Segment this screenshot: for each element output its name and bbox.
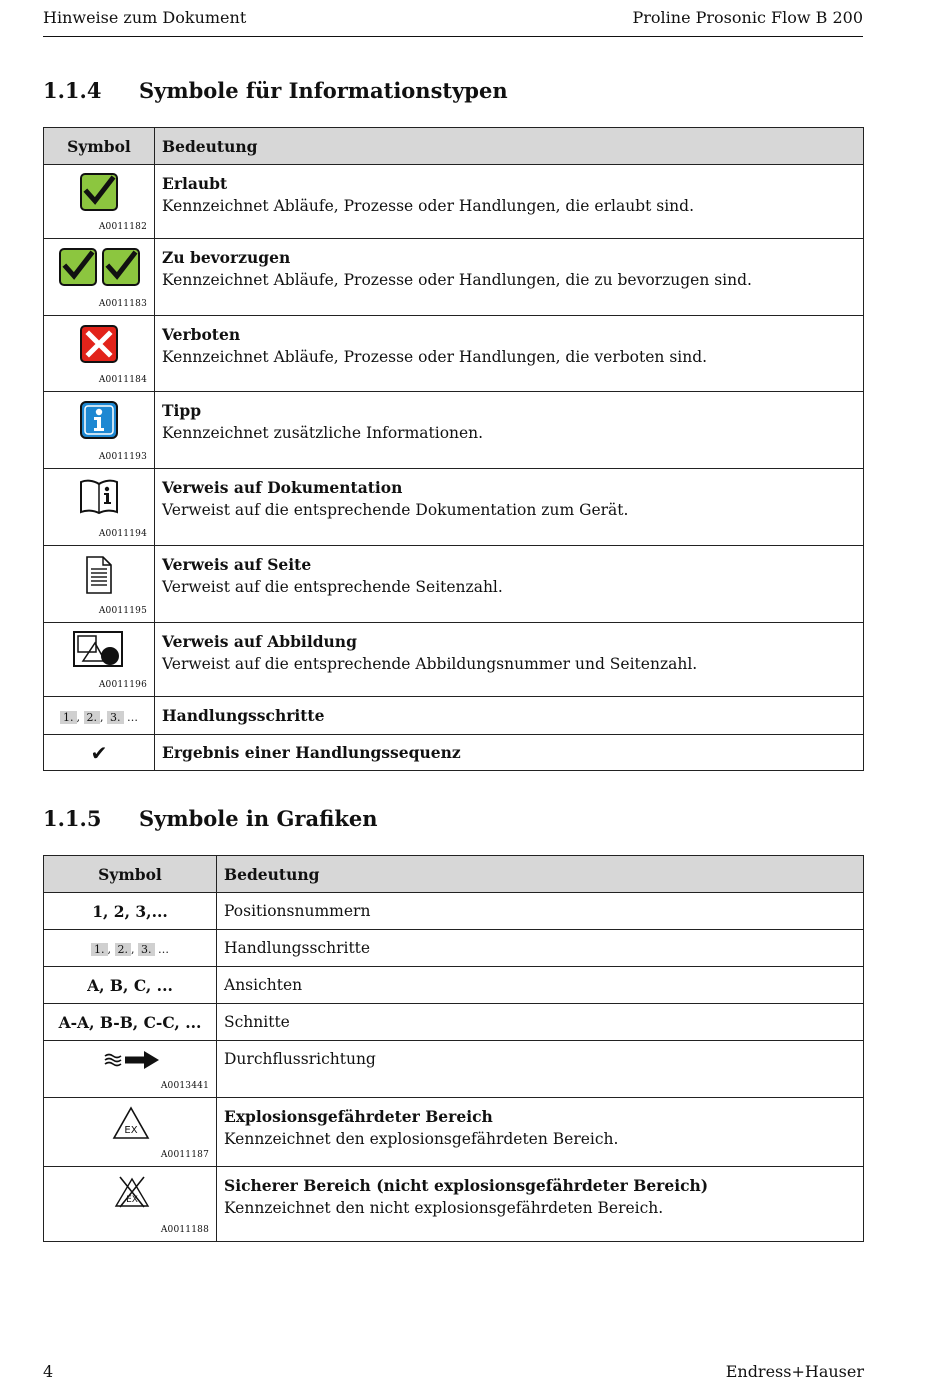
table-row [44,1041,864,1098]
symbol-cell [44,1041,217,1098]
row-text: Kennzeichnet zusätzliche Informationen. [162,424,484,442]
table-row [44,546,864,623]
ex-triangle-icon [112,1106,150,1140]
figure-code: A0011187 [160,1150,209,1160]
table-row [44,967,864,1004]
col-header-meaning: Bedeutung [217,856,864,893]
figure-code: A0011183 [98,299,147,309]
section-heading: Symbole in Grafiken [139,806,378,831]
flow-direction-icon [104,1049,160,1071]
section-number: 1.1.4 [43,78,102,103]
book-info-icon [79,479,119,515]
meaning-cell [155,316,864,392]
symbol-cell: A-A, B-B, C-C, ... [44,1004,217,1041]
table-row [44,1167,864,1242]
table-row [44,623,864,697]
table-header-row [44,856,864,893]
row-text: Kennzeichnet den explosionsgefährdeten Bereich. [224,1130,619,1148]
graphic-symbols-table [43,855,864,1242]
row-title: Verweis auf Abbildung [162,632,357,651]
svg-text:EX: EX [124,1125,138,1136]
col-header-symbol: Symbol [44,856,217,893]
row-text: Handlungsschritte [217,930,864,967]
col-header-meaning: Bedeutung [155,128,864,165]
row-text: Kennzeichnet Abläufe, Prozesse oder Handlungen, die zu bevorzugen sind. [162,271,752,289]
symbol-cell [44,392,155,469]
symbol-cell [44,1167,217,1242]
info-symbols-table [43,127,864,771]
row-title: Verboten [162,325,241,344]
row-title: Zu bevorzugen [162,248,291,267]
row-text: Kennzeichnet Abläufe, Prozesse oder Handlungen, die verboten sind. [162,348,708,366]
figure-icon [73,631,125,669]
row-text: Ansichten [217,967,864,1004]
table-row [44,316,864,392]
ex-crossed-icon [114,1175,150,1209]
row-title: Erlaubt [162,174,228,193]
figure-code: A0011182 [98,222,147,232]
meaning-cell [155,469,864,546]
page-number: 4 [43,1362,54,1381]
result-check-icon: ✔ [44,735,155,771]
row-text: Durchflussrichtung [217,1041,864,1098]
row-title: Verweis auf Seite [162,555,312,574]
table-header-row [44,128,864,165]
meaning-cell [217,1098,864,1167]
meaning-cell [155,392,864,469]
symbol-cell: A, B, C, ... [44,967,217,1004]
row-title: Ergebnis einer Handlungssequenz [155,735,864,771]
symbol-cell [44,1098,217,1167]
figure-code: A0011184 [98,375,147,385]
footer-brand: Endress+Hauser [725,1362,864,1381]
meaning-cell [155,239,864,316]
row-title: Tipp [162,401,202,420]
section-heading: Symbole für Informationstypen [139,78,508,103]
row-text: Verweist auf die entsprechende Abbildungsnummer und Seitenzahl. [162,655,698,673]
table-row [44,165,864,239]
table-row [44,1098,864,1167]
row-title: Verweis auf Dokumentation [162,478,403,497]
header-product: Proline Prosonic Flow B 200 [632,8,863,27]
section-title-graphic-symbols [43,806,378,831]
double-check-icon [59,248,140,286]
figure-code: A0011194 [98,529,147,539]
meaning-cell [155,546,864,623]
page-icon [85,556,113,594]
table-row [44,893,864,930]
steps-symbol: 1. , 2. , 3. … [60,711,138,724]
row-title: Explosionsgefährdeter Bereich [224,1107,493,1126]
symbol-cell [44,469,155,546]
symbol-cell [44,316,155,392]
table-row [44,735,864,771]
figure-code: A0013441 [160,1081,209,1091]
symbol-cell: 1, 2, 3,... [44,893,217,930]
row-title: Sicherer Bereich (nicht explosionsgefährdeter Bereich) [224,1176,709,1195]
meaning-cell [155,165,864,239]
table-row [44,1004,864,1041]
figure-code: A0011188 [160,1225,209,1235]
page-header [43,6,863,37]
figure-code: A0011196 [98,680,147,690]
symbol-cell [44,239,155,316]
symbol-cell [44,930,217,967]
row-text: Verweist auf die entsprechende Dokumentation zum Gerät. [162,501,629,519]
section-title-info-types [43,78,508,103]
col-header-symbol: Symbol [44,128,155,165]
symbol-cell [44,165,155,239]
table-row [44,239,864,316]
table-row [44,392,864,469]
meaning-cell [155,623,864,697]
table-row [44,469,864,546]
symbol-cell [44,623,155,697]
row-text: Kennzeichnet den nicht explosionsgefährdeten Bereich. [224,1199,664,1217]
info-icon [80,401,118,439]
header-chapter: Hinweise zum Dokument [43,8,247,27]
cross-icon [80,325,118,363]
meaning-cell [217,1167,864,1242]
table-row [44,697,864,735]
steps-symbol: 1. , 2. , 3. … [91,943,169,956]
row-text: Schnitte [217,1004,864,1041]
figure-code: A0011193 [98,452,147,462]
symbol-cell [44,546,155,623]
section-number: 1.1.5 [43,806,102,831]
row-text: Verweist auf die entsprechende Seitenzahl. [162,578,503,596]
symbol-cell [44,697,155,735]
row-title: Handlungsschritte [155,697,864,735]
figure-code: A0011195 [98,606,147,616]
table-row [44,930,864,967]
check-icon [80,173,118,211]
svg-text:EX: EX [126,1195,138,1205]
row-text: Kennzeichnet Abläufe, Prozesse oder Handlungen, die erlaubt sind. [162,197,694,215]
row-text: Positionsnummern [217,893,864,930]
